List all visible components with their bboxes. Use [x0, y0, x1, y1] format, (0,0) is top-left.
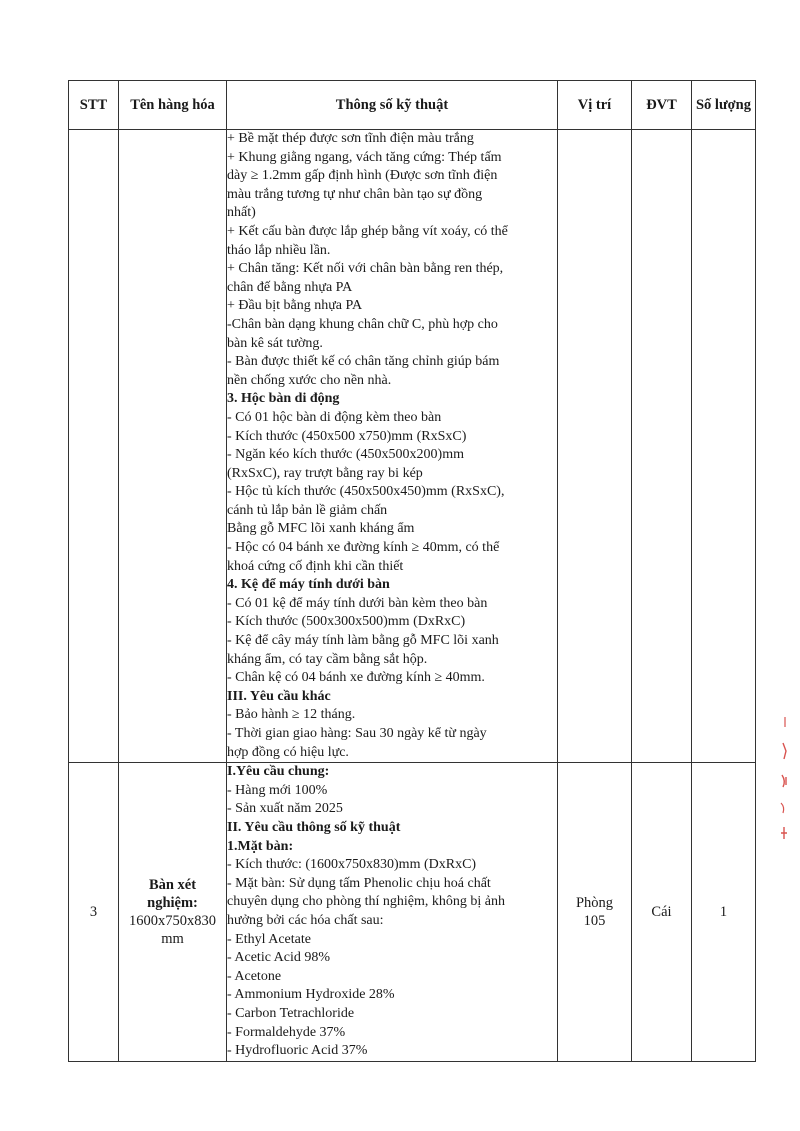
spec-line: cánh tủ lắp bản lề giảm chấn — [227, 502, 388, 518]
red-stamp-mark — [776, 715, 794, 855]
header-so-luong: Số lượng — [692, 81, 756, 130]
spec-heading: 3. Hộc bàn di động — [227, 391, 340, 407]
spec-line: (RxSxC), ray trượt bằng ray bi kép — [227, 465, 423, 481]
spec-line: + Chân tăng: Kết nối với chân bàn bằng ren thép, — [227, 261, 504, 277]
product-name-line: Bàn xét — [148, 876, 197, 893]
spec-line: - Mặt bàn: Sử dụng tấm Phenolic chịu hoá chất — [227, 875, 491, 891]
spec-line: - Hộc có 04 bánh xe đường kính ≥ 40mm, có thể — [227, 540, 500, 556]
spec-line: dày ≥ 1.2mm gấp định hình (Được sơn tĩnh điện — [227, 168, 498, 184]
spec-line: nhất) — [227, 205, 256, 221]
spec-line: màu trắng tương tự như chân bàn tạo sự đồng — [227, 186, 483, 202]
header-thong-so: Thông số kỹ thuật — [227, 81, 558, 130]
spec-line: kháng ẩm, có tay cầm bằng sắt hộp. — [227, 651, 428, 667]
cell-spec-continued — [227, 130, 558, 763]
spec-line: Bằng gỗ MFC lõi xanh kháng ẩm — [227, 521, 415, 537]
spec-line: - Formaldehyde 37% — [227, 1024, 346, 1040]
spec-heading: II. Yêu cầu thông số kỹ thuật — [227, 819, 401, 835]
cell-stt: 3 — [69, 763, 119, 1062]
table-header-row — [69, 81, 756, 130]
header-ten-hang-hoa: Tên hàng hóa — [119, 81, 227, 130]
vi-tri-line: 105 — [583, 912, 606, 929]
spec-line: - Ammonium Hydroxide 28% — [227, 987, 395, 1003]
spec-line: - Kích thước: (1600x750x830)mm (DxRxC) — [227, 857, 477, 873]
spec-heading: 1.Mặt bàn: — [227, 838, 294, 854]
spec-line: - Bàn được thiết kế có chân tăng chỉnh giúp bám — [227, 354, 500, 370]
cell-vi-tri — [558, 763, 632, 1062]
spec-heading: 4. Kệ để máy tính dưới bàn — [227, 577, 390, 593]
product-size-line: 1600x750x830 — [129, 912, 216, 929]
table-row — [69, 130, 756, 763]
spec-line: tháo lắp nhiều lần. — [227, 242, 331, 258]
spec-line: - Có 01 hộc bàn di động kèm theo bàn — [227, 409, 442, 425]
spec-line: + Bề mặt thép được sơn tĩnh điện màu trắng — [227, 131, 474, 146]
table-row — [69, 763, 756, 1062]
spec-line: - Hàng mới 100% — [227, 782, 328, 798]
spec-line: - Hydrofluoric Acid 37% — [227, 1043, 368, 1059]
cell-so-luong: 1 — [692, 763, 756, 1062]
spec-line: - Chân kệ có 04 bánh xe đường kính ≥ 40mm. — [227, 670, 485, 686]
spec-line: hưởng bởi các hóa chất sau: — [227, 912, 384, 928]
cell-vitri-continued — [558, 130, 632, 763]
spec-line: - Kệ để cây máy tính làm bằng gỗ MFC lõi xanh — [227, 633, 499, 649]
spec-line: - Thời gian giao hàng: Sau 30 ngày kể từ ngày — [227, 726, 487, 741]
spec-line: - Sản xuất năm 2025 — [227, 801, 343, 817]
spec-line: - Bảo hành ≥ 12 tháng. — [227, 707, 356, 723]
spec-line: - Acetone — [227, 968, 282, 984]
spec-heading: I.Yêu cầu chung: — [227, 764, 330, 780]
specification-table — [68, 80, 756, 1062]
spec-line: chân đế bằng nhựa PA — [227, 279, 353, 295]
cell-product-name — [119, 763, 227, 1062]
cell-name-continued — [119, 130, 227, 763]
cell-spec — [227, 763, 558, 1062]
spec-line: khoá cứng cố định khi cần thiết — [227, 558, 404, 574]
product-name-line: nghiệm: — [147, 894, 198, 911]
spec-line: + Kết cấu bàn được lắp ghép bằng vít xoáy, có thể — [227, 223, 508, 239]
spec-line: chuyên dụng cho phòng thí nghiệm, không bị ảnh — [227, 894, 506, 910]
header-vi-tri: Vị trí — [558, 81, 632, 130]
spec-line: nền chống xước cho nền nhà. — [227, 372, 392, 388]
spec-line: hợp đồng có hiệu lực. — [227, 744, 349, 760]
spec-line: -Chân bàn dạng khung chân chữ C, phù hợp cho — [227, 316, 498, 332]
product-size-line: mm — [161, 930, 184, 947]
spec-line: - Ngăn kéo kích thước (450x500x200)mm — [227, 447, 465, 463]
vi-tri-line: Phòng — [575, 894, 614, 911]
spec-line: - Hộc tủ kích thước (450x500x450)mm (RxSxC), — [227, 484, 505, 500]
cell-soluong-continued — [692, 130, 756, 763]
spec-line: bàn kê sát tường. — [227, 335, 323, 351]
cell-stt-continued — [69, 130, 119, 763]
spec-line: - Kích thước (450x500 x750)mm (RxSxC) — [227, 428, 467, 444]
cell-dvt: Cái — [632, 763, 692, 1062]
spec-heading: III. Yêu cầu khác — [227, 688, 331, 704]
spec-line: - Có 01 kệ để máy tính dưới bàn kèm theo bàn — [227, 595, 488, 611]
cell-dvt-continued — [632, 130, 692, 763]
spec-line: - Carbon Tetrachloride — [227, 1005, 355, 1021]
spec-line: - Acetic Acid 98% — [227, 950, 331, 966]
spec-line: + Đầu bịt bằng nhựa PA — [227, 298, 363, 314]
spec-line: - Kích thước (500x300x500)mm (DxRxC) — [227, 614, 466, 630]
header-dvt: ĐVT — [632, 81, 692, 130]
spec-line: - Ethyl Acetate — [227, 931, 311, 947]
spec-line: + Khung giằng ngang, vách tăng cứng: Thép tấm — [227, 149, 502, 165]
header-stt: STT — [69, 81, 119, 130]
